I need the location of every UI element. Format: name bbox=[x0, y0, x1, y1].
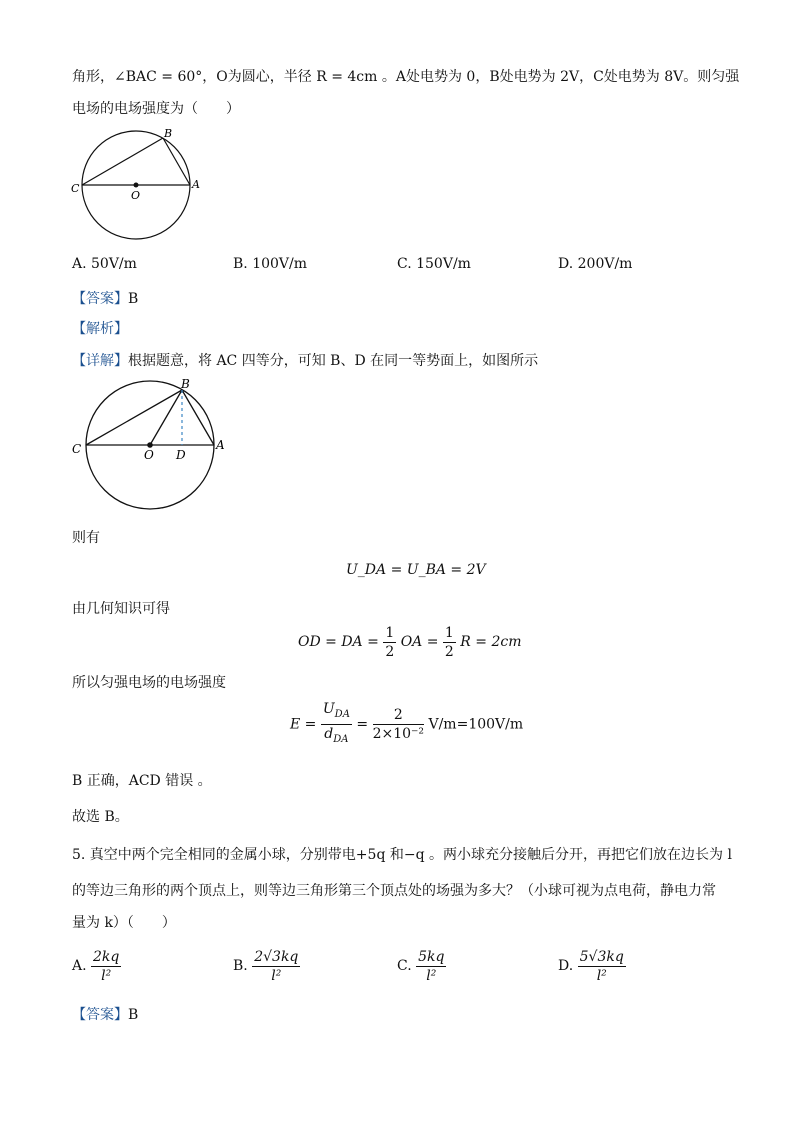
answer-value: B bbox=[128, 291, 139, 307]
frac-den: l² bbox=[596, 967, 607, 984]
frac-den: l² bbox=[426, 967, 437, 984]
answer-tag: 【答案】 bbox=[72, 291, 128, 307]
option-letter: D. bbox=[558, 958, 574, 974]
label-D: D bbox=[176, 448, 186, 462]
chord-CB bbox=[82, 138, 163, 185]
circle-diagram-2 bbox=[66, 374, 236, 514]
fraction-half-2 bbox=[443, 624, 456, 661]
eq2-right: R = 2cm bbox=[460, 634, 522, 650]
fraction-value bbox=[373, 706, 424, 743]
label-B: B bbox=[164, 127, 173, 140]
label-B: B bbox=[181, 377, 190, 391]
analysis-tag: 【解析】 bbox=[72, 321, 128, 337]
q5-stem-line2: 的等边三角形的两个顶点上，则等边三角形第三个顶点处的场强为多大？（小球可视为点电荷，静电力常 bbox=[72, 883, 716, 899]
q5-stem-line1: 5. 真空中两个完全相同的金属小球，分别带电+5q 和−q 。两小球充分接触后分开，再把它们放在边长为 l bbox=[72, 847, 732, 863]
q5-stem-line3: 量为 k）（ ） bbox=[72, 915, 176, 931]
field-text: 所以匀强电场的电场强度 bbox=[72, 675, 226, 691]
center-dot bbox=[147, 442, 153, 448]
center-dot bbox=[134, 183, 139, 188]
label-C: C bbox=[71, 182, 80, 195]
frac-den: 2×10⁻² bbox=[372, 725, 425, 742]
circle-diagram-1 bbox=[66, 126, 216, 256]
q5-option-a bbox=[72, 946, 121, 986]
option-letter: A. bbox=[72, 958, 87, 974]
equation-2 bbox=[298, 622, 522, 662]
detail-tag: 【详解】 bbox=[72, 353, 128, 369]
frac-num: 2√3kq bbox=[254, 948, 299, 965]
label-O: O bbox=[144, 448, 154, 462]
frac-num: 5kq bbox=[418, 948, 445, 965]
geom-text: 由几何知识可得 bbox=[72, 601, 170, 617]
equation-3: E = $\frac{U_{DA}}{d_{DA}}$ = $\frac{2}{\text{2×10⁻²}}$ V/m=100V/m bbox=[290, 700, 523, 749]
correct-text: B 正确，ACD 错误 。 bbox=[72, 773, 212, 789]
label-A: A bbox=[216, 438, 225, 452]
detail-text: 根据题意，将 AC 四等分，可知 B、D 在同一等势面上，如图所示 bbox=[128, 353, 539, 369]
q5-answer bbox=[72, 1004, 138, 1024]
q4-detail bbox=[72, 350, 538, 370]
option-fraction bbox=[578, 948, 626, 985]
q4-stem-line2: 电场的电场强度为（ ） bbox=[72, 101, 240, 117]
chord-CB bbox=[86, 390, 182, 445]
choose-text: 故选 B。 bbox=[72, 809, 129, 825]
label-C: C bbox=[72, 442, 82, 456]
radius-OB bbox=[150, 390, 182, 445]
q5-option-c bbox=[397, 946, 446, 986]
q4-option-b: B. 100V/m bbox=[233, 256, 308, 272]
equation-1: U_DA = U_BA = 2V bbox=[346, 562, 486, 578]
answer-tag: 【答案】 bbox=[72, 1007, 128, 1023]
frac-den: 2 bbox=[385, 643, 395, 660]
frac-den: 2 bbox=[444, 643, 454, 660]
eq2-mid: OA = bbox=[400, 634, 439, 650]
frac-num: 5√3kq bbox=[579, 948, 624, 965]
q5-option-d bbox=[558, 946, 626, 986]
option-letter: C. bbox=[397, 958, 412, 974]
q4-stem-line1: 角形，∠BAC = 60°，O为圆心，半径 R = 4cm 。A处电势为 0，B处电势为 2V，C处电势为 8V。则匀强 bbox=[72, 69, 740, 85]
answer-value: B bbox=[128, 1007, 139, 1023]
frac-num: 2 bbox=[373, 706, 424, 725]
frac-den: $d_{DA}$ bbox=[324, 725, 349, 745]
eq2-left: OD = DA = bbox=[298, 634, 379, 650]
option-fraction bbox=[91, 948, 121, 985]
fraction-U-d bbox=[321, 700, 352, 749]
q4-option-c: C. 150V/m bbox=[397, 256, 471, 272]
frac-den: l² bbox=[101, 967, 112, 984]
eq3-left: E = bbox=[290, 716, 317, 733]
frac-num: 2kq bbox=[93, 948, 120, 965]
frac-num: 1 bbox=[385, 624, 395, 641]
option-fraction bbox=[252, 948, 300, 985]
q4-option-d: D. 200V/m bbox=[558, 256, 633, 272]
fraction-half-1 bbox=[383, 624, 396, 661]
q4-answer bbox=[72, 288, 138, 308]
chord-BA bbox=[163, 138, 190, 185]
frac-den: l² bbox=[271, 967, 282, 984]
frac-num: 1 bbox=[444, 624, 454, 641]
then-text: 则有 bbox=[72, 530, 100, 546]
q5-option-b bbox=[233, 946, 300, 986]
option-letter: B. bbox=[233, 958, 248, 974]
option-fraction bbox=[416, 948, 446, 985]
frac-num: $U_{DA}$ bbox=[321, 700, 352, 725]
q4-option-a: A. 50V/m bbox=[72, 256, 137, 272]
eq3-right: V/m=100V/m bbox=[428, 716, 524, 733]
label-O: O bbox=[131, 189, 141, 202]
label-A: A bbox=[192, 178, 200, 191]
chord-BA bbox=[182, 390, 214, 445]
